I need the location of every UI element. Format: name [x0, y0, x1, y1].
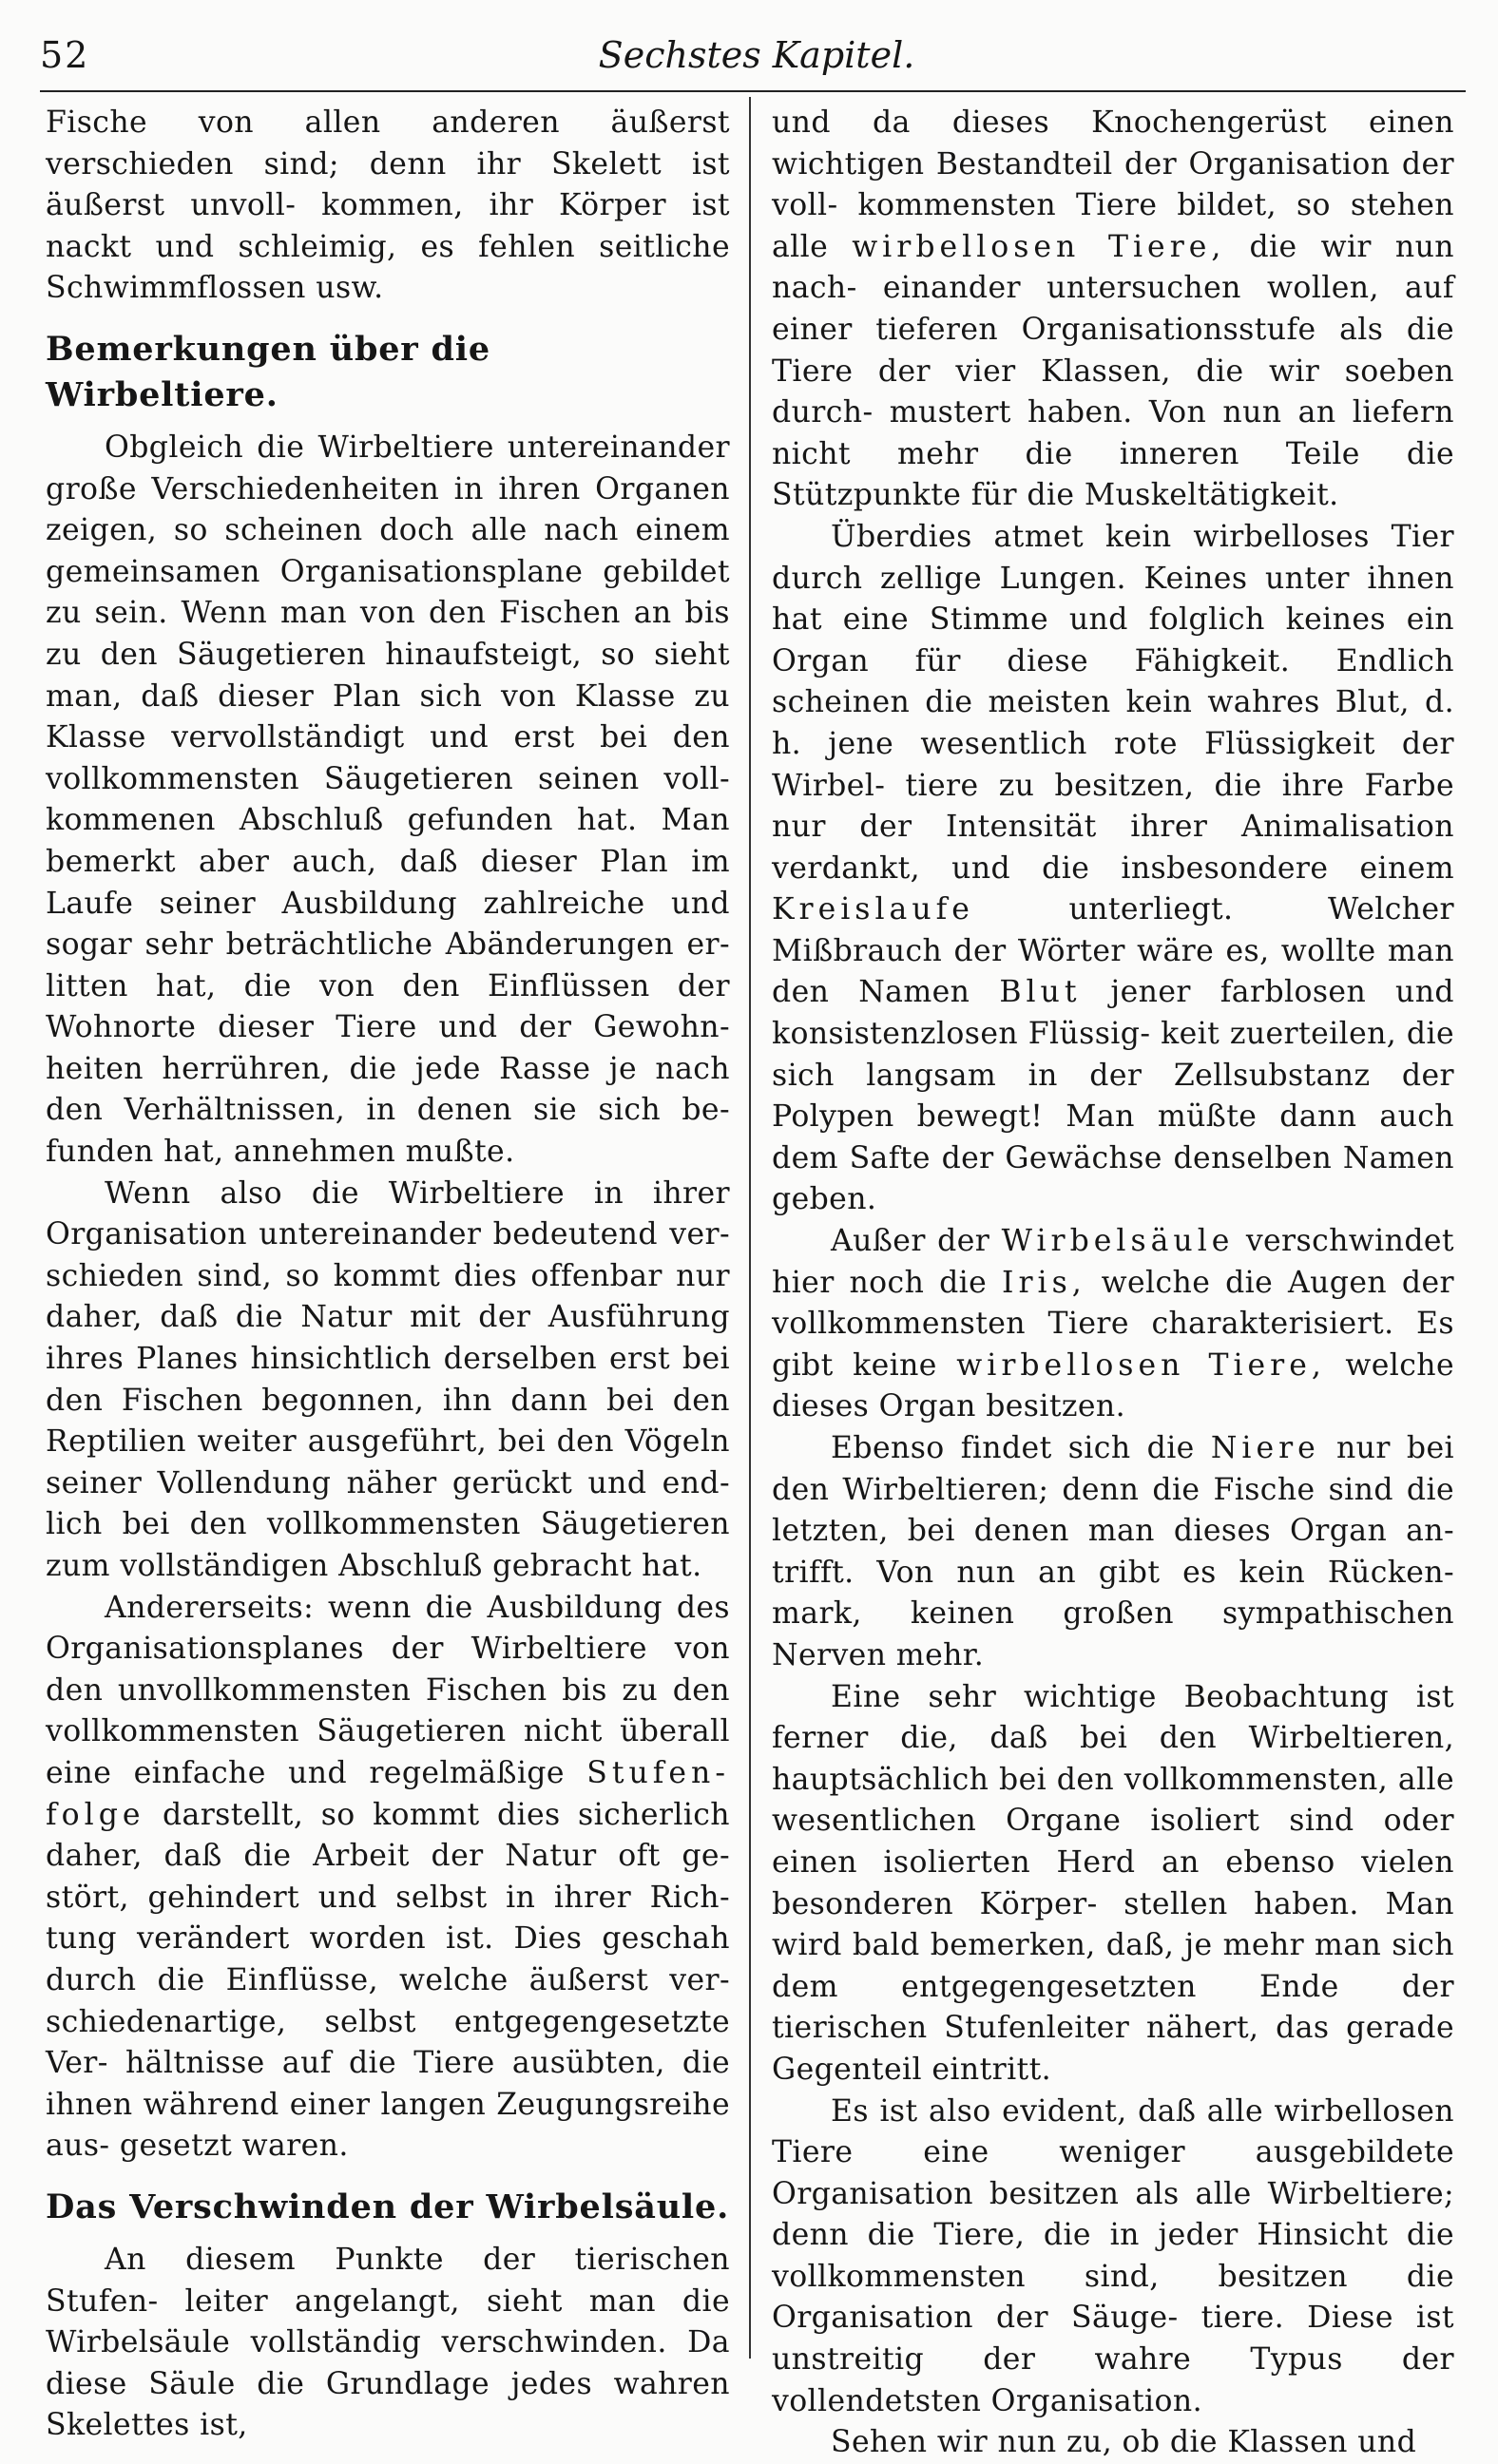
paragraph [772, 517, 1454, 1221]
right-column [772, 103, 1454, 2464]
left-column [46, 103, 730, 2447]
paragraph: Fische von allen anderen äußerst verschieden sind; denn ihr Skelett ist äußerst unvoll- kommen, ihr Körper ist nackt und schleimig, es fehlen seitliche Schwimmflossen usw. [46, 105, 730, 306]
page-number: 52 [40, 34, 90, 76]
paragraph: An diesem Punkte der tierischen Stufen- leiter angelangt, sieht man die Wirbelsäule vollständig verschwinden. Da diese Säule die Grundlage jedes wahren Skelettes ist, [46, 2242, 730, 2443]
paragraph-text: welche dieses Organ besitzen. [772, 1347, 1454, 1424]
emphasized-text: Kreislaufe [772, 892, 974, 927]
emphasized-text: Niere [1210, 1431, 1320, 1465]
paragraph: Wenn also die Wirbeltiere in ihrer Organisation untereinander bedeutend ver- schieden sind, so kommt dies offenbar nur daher, daß die Natur mit der Ausführung ihres Planes hinsichtlich derselben erst bei den Fischen begonnen, ihn dann bei den Reptilien weiter ausgeführt, bei den Vögeln seiner Vollendung näher gerückt und end- lich bei den vollkommensten Säugetieren zum vollständigen Abschluß gebracht hat. [46, 1175, 730, 1583]
emphasized-text: Iris, [1002, 1265, 1086, 1300]
paragraph-text: unterliegt. Welcher Mißbrauch der Wörter wäre es, wollte man den Namen [772, 892, 1454, 1010]
column-divider [749, 97, 751, 2359]
paragraph [772, 1428, 1454, 1677]
paragraph-text: Überdies atmet kein wirbelloses Tier durch zellige Lungen. Keines unter ihnen hat eine Stimme und folglich keines ein Organ für diese Fähigkeit. Endlich scheinen die meisten kein wahres Blut, d. h. jene wesentlich rote Flüssigkeit der Wirbel- tiere zu besitzen, die ihre Farbe nur der Intensität ihrer Animalisation verdankt, und die insbesondere einem [772, 519, 1454, 886]
emphasized-text: Stufen- folge [46, 1755, 730, 1832]
page-header [40, 27, 1473, 80]
paragraph: Es ist also evident, daß alle wirbellosen Tiere eine weniger ausgebildete Organisation besitzen als alle Wirbeltiere; denn die Tiere, die in jeder Hinsicht die vollkommensten sind, besitzen die Organisation der Säuge- tiere. Diese ist unstreitig der wahre Typus der vollendetsten Organisation. [772, 2093, 1454, 2418]
paragraph: Sehen wir nun zu, ob die Klassen und [831, 2425, 1417, 2460]
paragraph-text: darstellt, so kommt dies sicherlich daher, daß die Arbeit der Natur oft ge- stört, gehindert und selbst in ihrer Rich- tung verändert worden ist. Dies geschah durch die Einflüsse, welche äußerst ver- schiedenartige, selbst entgegengesetzte Ver- hältnisse auf die Tiere ausübten, die ihnen während einer langen Zeugungsreihe aus- gesetzt waren. [46, 1797, 730, 2164]
emphasized-text: Blut [999, 975, 1082, 1010]
paragraph-text: jener farblosen und konsistenzlosen Flüssig- keit zuerteilen, die sich langsam in der Zellsubstanz der Polypen bewegt! Man müßte dann auch dem Safte der Gewächse denselben Namen geben. [772, 975, 1455, 1217]
paragraph: Eine sehr wichtige Beobachtung ist ferner die, daß bei den Wirbeltieren, hauptsächlich bei den vollkommensten, alle wesentlichen Organe isoliert sind oder einen isolierten Herd an ebenso vielen besonderen Körper- stellen haben. Man wird bald bemerken, daß, je mehr man sich dem entgegengesetzten Ende der tierischen Stufenleiter nähert, das gerade Gegenteil eintritt. [772, 1679, 1454, 2087]
paragraph-text: welche die Augen der vollkommensten Tiere charakterisiert. Es gibt keine [772, 1265, 1454, 1383]
paragraph [46, 1588, 730, 2168]
section-heading: Bemerkungen über die Wirbeltiere. [46, 329, 490, 414]
paragraph-text: nur bei den Wirbeltieren; denn die Fische sind die letzten, bei denen man dieses Organ an- trifft. Von nun an gibt es kein Rücken- mark, keinen großen sympathischen Nerven mehr. [772, 1431, 1454, 1672]
paragraph: Obgleich die Wirbeltiere untereinander große Verschiedenheiten in ihren Organen zeigen, so scheinen doch alle nach einem gemeinsamen Organisationsplane gebildet zu sein. Wenn man von den Fischen an bis zu den Säugetieren hinaufsteigt, so sieht man, daß dieser Plan sich von Klasse zu Klasse vervollständigt und erst bei den vollkommensten Säugetieren seinen voll- kommenen Abschluß gefunden hat. Man bemerkt aber auch, daß dieser Plan im Laufe seiner Ausbildung zahlreiche und sogar sehr beträchtliche Abänderungen er- litten hat, die von den Einflüssen der Wohnorte dieser Tiere und der Gewohn- heiten herrühren, die jede Rasse je nach den Verhältnissen, in denen sie sich be- funden hat, annehmen mußte. [46, 430, 730, 1170]
emphasized-text: wirbellosen Tiere, [852, 229, 1226, 264]
paragraph-text: Außer der [831, 1224, 990, 1259]
paragraph [772, 103, 1454, 517]
paragraph-text: Ebenso findet sich die [831, 1431, 1195, 1465]
paragraph [772, 1221, 1454, 1428]
header-rule [40, 90, 1466, 92]
emphasized-text: wirbellosen Tiere, [956, 1347, 1326, 1383]
paragraph-text: verschwindet hier noch die [772, 1224, 1454, 1300]
emphasized-text: Wirbelsäule [1001, 1224, 1235, 1259]
paragraph-text: Andererseits: wenn die Ausbildung des Organisationsplanes der Wirbeltiere von den unvollkommensten Fischen bis zu den vollkommensten Säugetieren nicht überall eine einfache und regelmäßige [46, 1590, 730, 1790]
paragraph-text: die wir nun nach- einander untersuchen wollen, auf einer tieferen Organisationsstufe als die Tiere der vier Klassen, die wir soeben durch- mustert haben. Von nun an liefern nicht mehr die inneren Teile die Stützpunkte für die Muskeltätigkeit. [772, 229, 1454, 513]
paragraph-text: und da dieses Knochengerüst einen wichtigen Bestandteil der Organisation der voll- kommensten Tiere bildet, so stehen alle [772, 105, 1454, 264]
section-heading: Das Verschwinden der Wirbelsäule. [46, 2187, 730, 2226]
running-title: Sechstes Kapitel. [598, 34, 915, 76]
